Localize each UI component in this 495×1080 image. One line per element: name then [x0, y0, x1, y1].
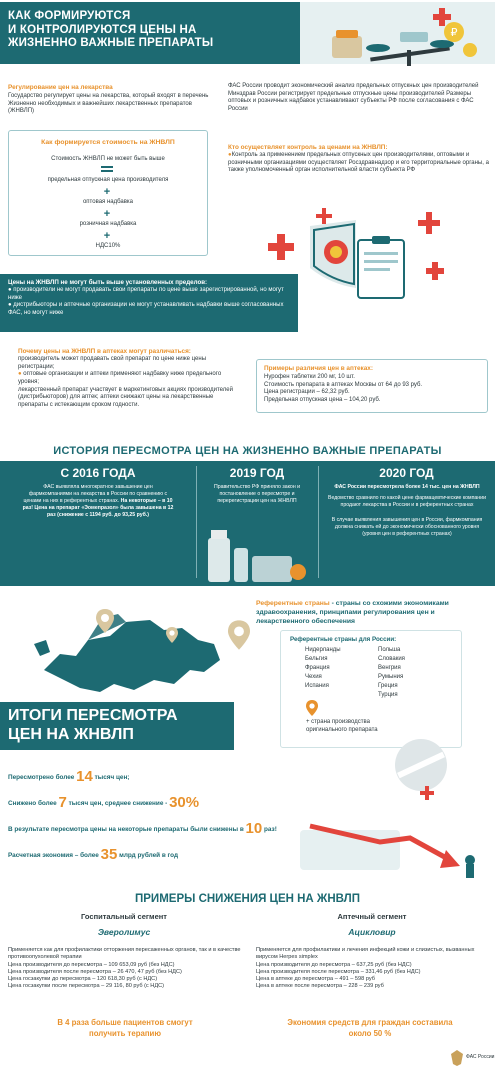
stat-savings: Расчетная экономия – более 35 млрд рублей в год	[8, 846, 179, 863]
right-details: Применяется для профилактики и лечения инфекций кожи и слизистых, вызванных вирусом Herpes simplex Цена производителя до пересмотра – 637,25 руб (без НДС) Цена производителя после пересмотра – 331,46 руб (без НДС) Цена в аптеке до пересмотра – 491 – 598 руб Цена в аптеке после пересмотра – 228 – 239 руб	[256, 947, 475, 990]
svg-text:₽: ₽	[450, 26, 458, 39]
history-divider	[318, 466, 319, 578]
right-segment-title: Аптечный сегмент	[337, 912, 407, 921]
reference-country: Польша	[378, 647, 401, 653]
plus-icon: +	[103, 208, 111, 220]
stat-reduced: Снижено более 7 тысяч цен, среднее снижение - 30%	[8, 794, 200, 811]
history-year-2020: 2020 ГОД	[379, 466, 434, 480]
reference-country: Турция	[378, 692, 398, 698]
reference-description: Референтные страны - страны со схожими экономиками здравоохранения, принципами регулирования цен и лекарственного обеспечения	[256, 600, 449, 625]
history-divider	[196, 466, 197, 578]
medical-cross-icon	[426, 262, 444, 280]
formation-line4: розничная надбавка	[79, 221, 137, 227]
medical-cross-icon	[420, 786, 434, 800]
right-segment	[256, 912, 488, 937]
stat-revised: Пересмотрено более 14 тысяч цен;	[8, 768, 130, 785]
left-drug: Эверолимус	[97, 927, 151, 937]
fas-logo-text: ФАС России	[466, 1054, 495, 1060]
formation-title: Как формируется стоимость на ЖНВЛП	[41, 139, 175, 146]
reference-country: Нидерланды	[305, 647, 341, 653]
stat-times: В результате пересмотра цены на некоторые препараты были снижены в 10 раз!	[8, 820, 277, 837]
scales-icon	[330, 6, 480, 68]
map-pin-icon	[306, 700, 318, 716]
plus-icon: +	[103, 230, 111, 242]
history-title: ИСТОРИЯ ПЕРЕСМОТРА ЦЕН НА ЖИЗНЕННО ВАЖНЫЕ ПРЕПАРАТЫ	[53, 445, 442, 457]
reference-country: Венгрия	[378, 665, 401, 671]
reference-country: Франция	[305, 665, 330, 671]
map-pin-icon	[166, 627, 178, 643]
history-year-2016: С 2016 ГОДА	[60, 466, 136, 480]
examples-title: Примеры различия цен в аптеках:	[264, 365, 373, 372]
reductions-title: ПРИМЕРЫ СНИЖЕНИЯ ЦЕН НА ЖНВЛП	[135, 893, 360, 905]
why-text: производитель может продавать свой препарат по цене ниже цены регистрации; ● оптовые организации и аптеки применяют надбавку ниже предельного уровня; лекарственный препарат участвует в маркетинговых акциях производителей (дистрибьюторов) для аптек; аптеки снижают цены на лекарственные препараты с истекающим сроком годности.	[18, 356, 233, 409]
history-year-2019: 2019 ГОД	[229, 466, 285, 480]
page-title: КАК ФОРМИРУЮТСЯ И КОНТРОЛИРУЮТСЯ ЦЕНЫ НА ЖИЗНЕННО ВАЖНЫЕ ПРЕПАРАТЫ	[8, 10, 214, 49]
reference-subtitle: Референтные страны для России:	[290, 636, 397, 643]
limits-title: Цены на ЖНВЛП не могут быть выше установленных пределов:	[8, 279, 208, 286]
limits-item2: ● дистрибьюторы и аптечные организации не могут устанавливать надбавки выше согласованных ФАС, но могут ниже	[8, 302, 284, 317]
arrow-down-icon	[300, 820, 490, 880]
examples-list: Нурофен таблетки 200 мг, 10 шт. Стоимость препарата в аптеках Москвы от 64 до 93 руб. Цена регистрации – 62,32 руб. Предельная отпускная цена – 104,20 руб.	[264, 374, 423, 404]
left-segment	[8, 912, 240, 937]
map-pin-icon	[228, 620, 250, 650]
reference-country: Чехия	[305, 674, 322, 680]
history-text-2019: Правительство РФ приняло закон и постановление о пересмотре и перерегистрации цен на ЖНВЛП	[213, 484, 301, 505]
formation-line1: Стоимость ЖНВЛП не может быть выше	[51, 156, 165, 162]
left-segment-title: Госпитальный сегмент	[81, 912, 167, 921]
formation-line5: НДС10%	[95, 243, 121, 249]
why-title: Почему цены на ЖНВЛП в аптеках могут различаться:	[18, 348, 191, 355]
formation-line2: предельная отпускная цена производителя	[47, 177, 169, 183]
reference-country: Греция	[378, 683, 398, 689]
fas-analysis-text: ФАС России проводит экономический анализ предельных отпускных цен производителей Минздрав России регистрирует предельные отпускные цены производителей Размеры оптовых и розничных надбавок устанавливают субъекты РФ после согласования с ФАС России	[228, 83, 479, 113]
equals-icon	[101, 166, 113, 172]
limits-item1: ● производители не могут продавать свои препараты по цене выше зарегистрированной, но могут ниже	[8, 287, 284, 301]
medical-cross-icon	[433, 8, 451, 26]
reference-country: Словакия	[378, 656, 405, 662]
medical-cross-icon	[268, 234, 294, 260]
limits-content	[8, 279, 296, 318]
reference-origin: + страна производства оригинального препарата	[306, 719, 378, 733]
results-title: ИТОГИ ПЕРЕСМОТРА ЦЕН НА ЖНВЛП	[8, 707, 178, 743]
pills-bottle-icon	[198, 520, 316, 584]
left-result: В 4 раза больше пациентов смогут получить терапию	[57, 1018, 193, 1038]
medical-cross-icon	[418, 212, 440, 234]
coat-of-arms-icon	[300, 218, 410, 310]
reference-col2	[378, 646, 405, 700]
map-pin-icon	[96, 609, 114, 633]
reference-country: Испания	[305, 683, 329, 689]
right-drug: Ацикловир	[348, 927, 396, 937]
regulation-title: Регулирование цен на лекарства	[8, 84, 113, 91]
formation-line3: оптовая надбавка	[82, 199, 134, 205]
history-text-2016: ФАС выявляла многократное завышение цен фармкомпаниями на лекарства в России по сравнению с ценами на них в референтных странах. На некоторые – в 10 раз! Цена на препарат «Эомепразол» была завышена в 12 раз (снижение с 1194 руб. до 93,25 руб.)	[22, 484, 174, 519]
control-text: ●Контроль за применением предельных отпускных цен производителями, оптовыми и розничными организациями осуществляет Росздравнадзор и его территориальные органы, а также уполномоченный орган исполнительной власти субъекта РФ	[228, 152, 489, 174]
europe-map	[14, 600, 234, 696]
plus-icon: +	[103, 186, 111, 198]
regulation-text: Государство регулирует цены на лекарства, который входят в перечень Жизненно необходимых и важнейших лекарственных препаратов (ЖНВЛП)	[8, 93, 209, 115]
reference-country: Бельгия	[305, 656, 328, 662]
reference-col1	[305, 646, 341, 691]
right-result: Экономия средств для граждан составила около 50 %	[287, 1018, 453, 1038]
left-details: Применяется как для профилактики отторжения пересаженных органов, так и в качестве противоопухолевой терапии Цена производителя до пересмотра – 109 653,09 руб (без НДС) Цена производителя после пересмотра – 26 470, 47 руб (без НДС) Цена госзакупки до пересмотра – 120 618,30 руб (с НДС) Цена госзакупки после пересмотра – 29 116, 80 руб (с НДС)	[8, 947, 241, 990]
fas-logo-icon	[450, 1050, 464, 1066]
reference-country: Румыния	[378, 674, 404, 680]
history-text-2020: ФАС России пересмотрела более 14 тыс. цен на ЖНВЛП Ведомство сравнило по какой цене фармацевтические компании продают лекарства в России и в референтных странах В случае выявления завышения цен в России, фармкомпания должна снижать ей до экономически обоснованного уровня (уровня цен в референтных странах)	[328, 484, 486, 538]
control-title: Кто осуществляет контроль за ценами на ЖНВЛП:	[228, 144, 388, 151]
